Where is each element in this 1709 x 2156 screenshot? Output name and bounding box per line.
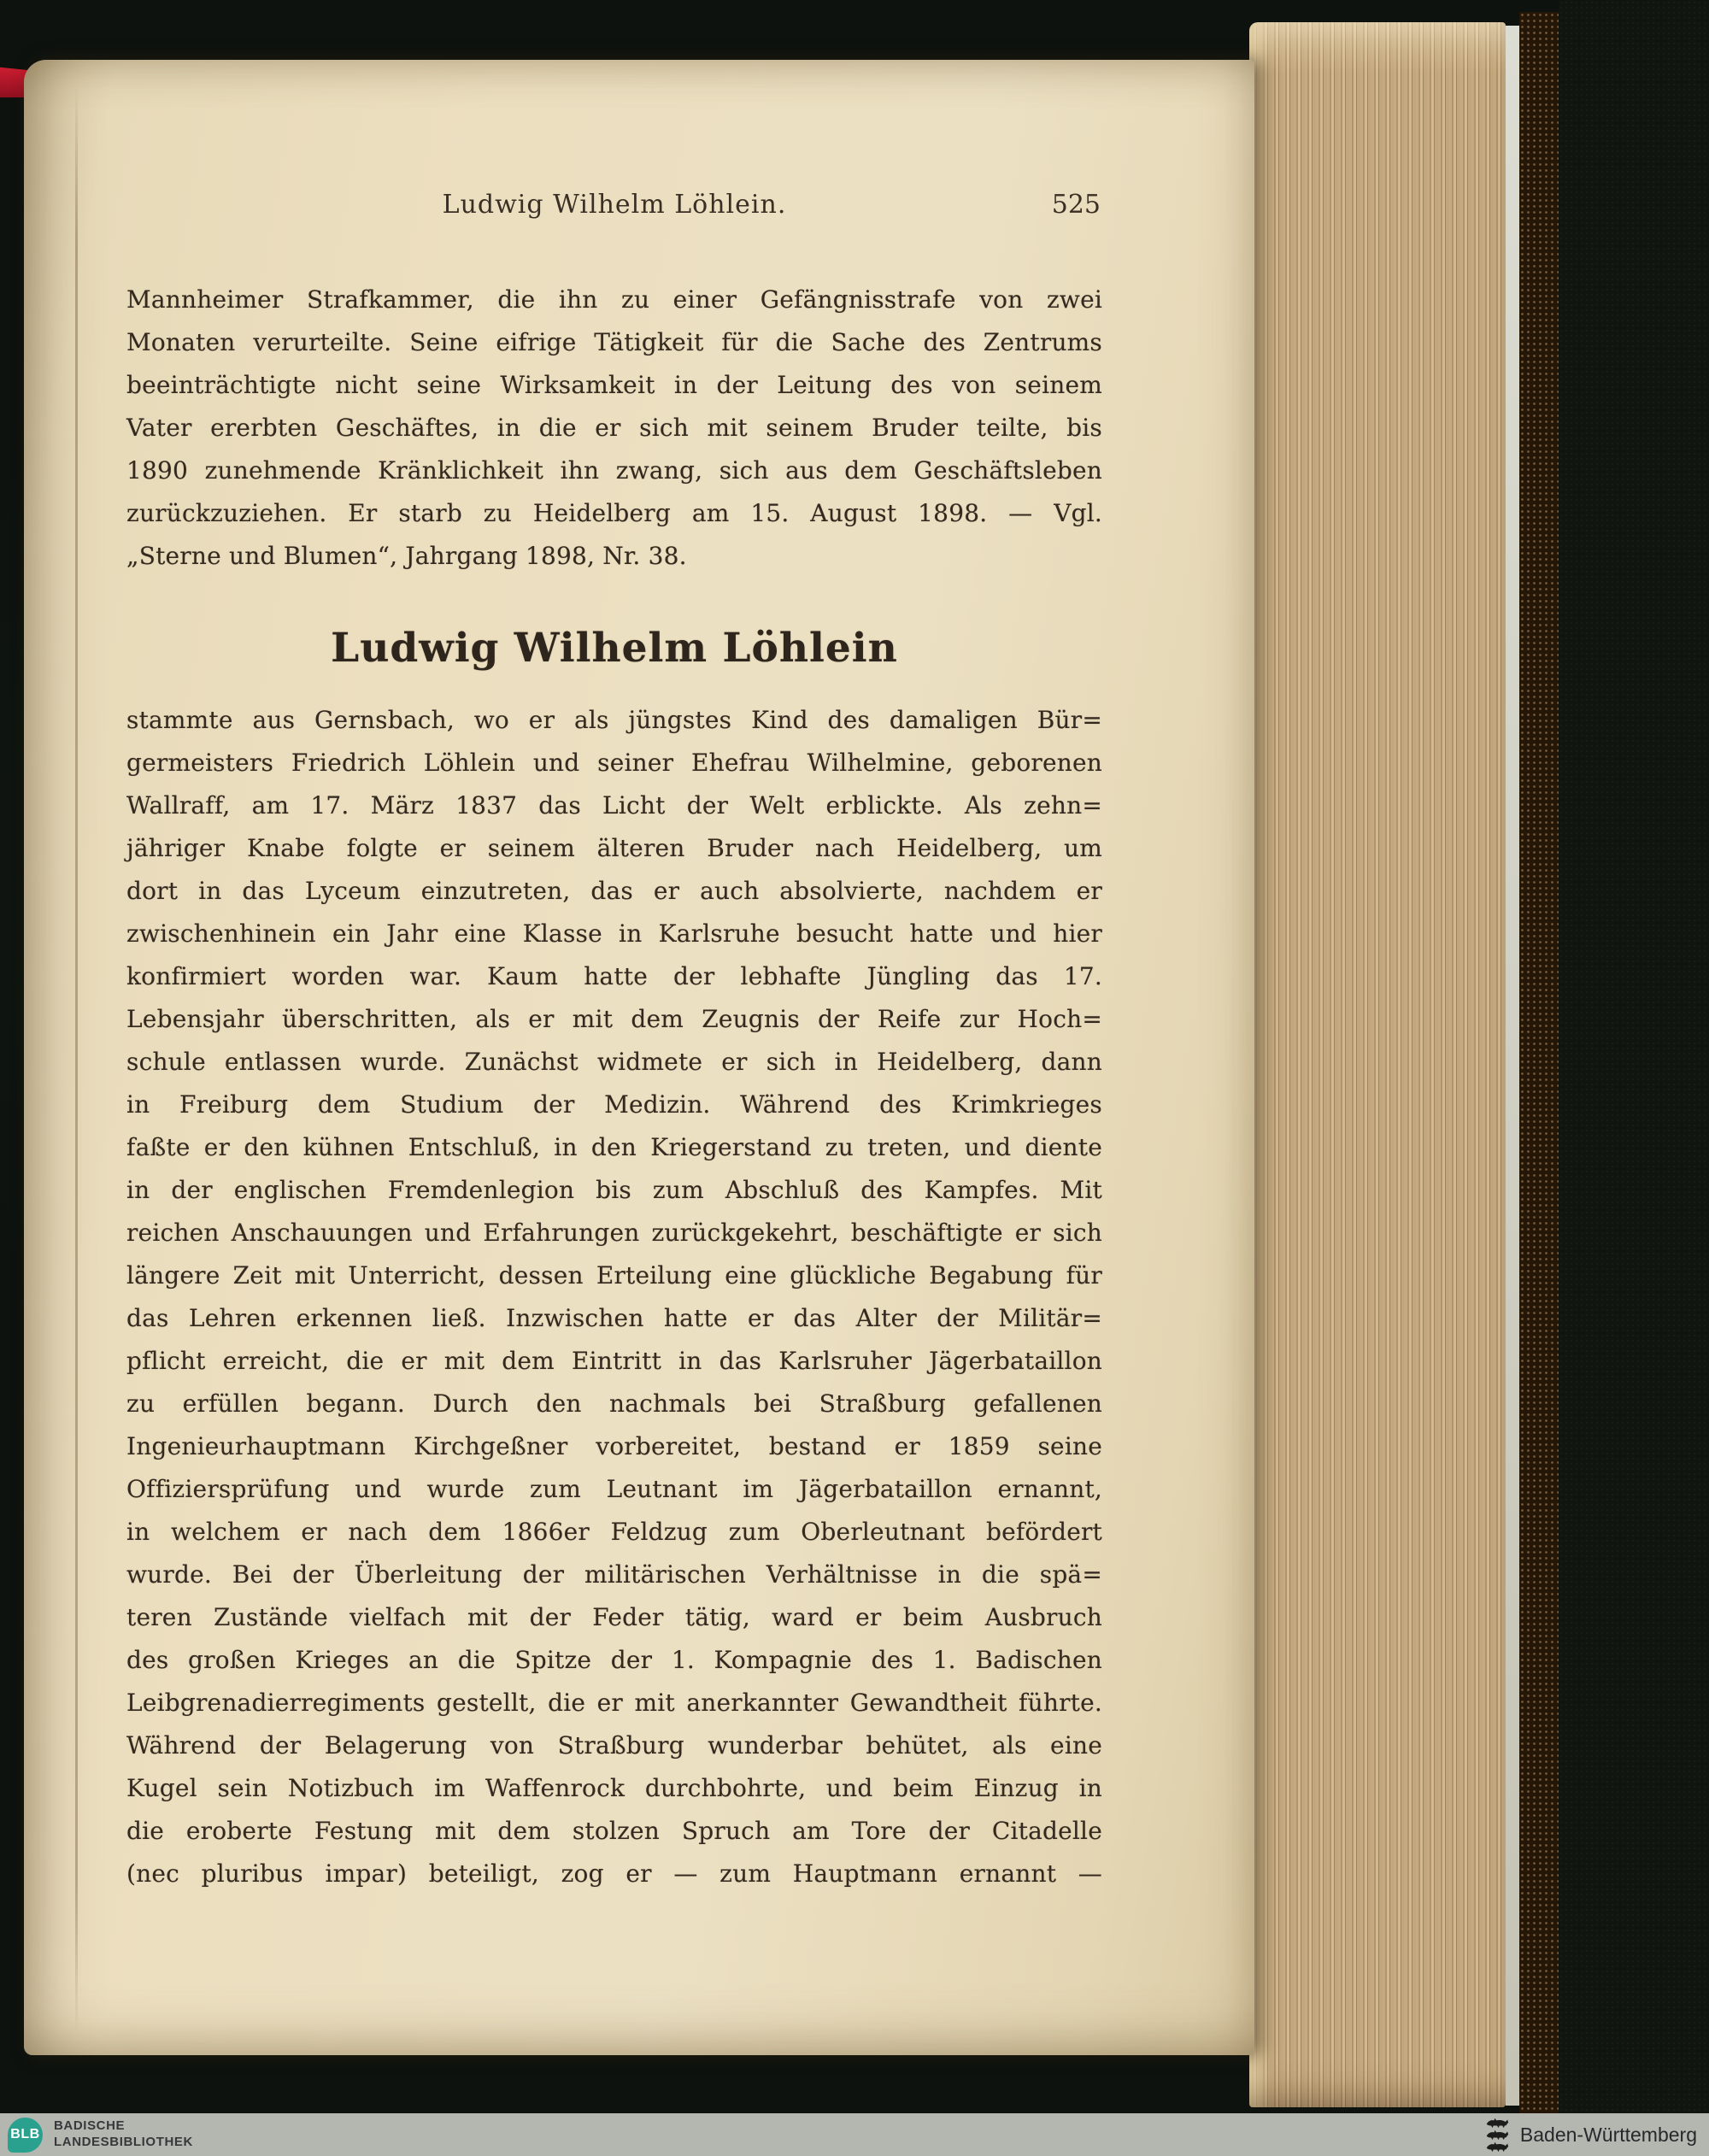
text-line: 1890 zunehmende Kränklichkeit ihn zwang, sich aus dem Geschäftsleben — [126, 456, 1102, 485]
text-line: beeinträchtigte nicht seine Wirksamkeit in der Leitung des von seinem — [126, 371, 1102, 399]
text-line: zurückzuziehen. Er starb zu Heidelberg am 15. August 1898. — Vgl. — [126, 499, 1102, 527]
text-line: faßte er den kühnen Entschluß, in den Kriegerstand zu treten, und diente — [126, 1133, 1102, 1161]
text-line: Lebensjahr überschritten, als er mit dem Zeugnis der Reife zur Hoch= — [126, 1005, 1102, 1033]
text-line: Vater ererbten Geschäftes, in die er sich mit seinem Bruder teilte, bis — [126, 414, 1102, 442]
text-line: konfirmiert worden war. Kaum hatte der lebhafte Jüngling das 17. — [126, 962, 1102, 990]
text-line: stammte aus Gernsbach, wo er als jüngstes Kind des damaligen Bür= — [126, 706, 1102, 734]
text-line: Während der Belagerung von Straßburg wunderbar behütet, als eine — [126, 1731, 1102, 1759]
text-line: längere Zeit mit Unterricht, dessen Erteilung eine glückliche Begabung für — [126, 1261, 1102, 1289]
text-line: germeisters Friedrich Löhlein und seiner Ehefrau Wilhelmine, geborenen — [126, 749, 1102, 777]
text-line: Wallraff, am 17. März 1837 das Licht der Welt erblickte. Als zehn= — [126, 791, 1102, 820]
page-header-row — [126, 186, 1102, 224]
book-cover — [1559, 0, 1709, 2156]
library-branding — [0, 2118, 193, 2153]
library-name-line1: BADISCHE — [54, 2118, 126, 2134]
text-line: in Freiburg dem Studium der Medizin. Während des Krimkrieges — [126, 1090, 1102, 1119]
library-name — [54, 2118, 193, 2151]
blb-logo: BLB — [8, 2118, 43, 2153]
baden-wuerttemberg-coat-of-arms-icon — [1484, 2117, 1510, 2153]
text-line: zwischenhinein ein Jahr eine Klasse in Karlsruhe besucht hatte und hier — [126, 919, 1102, 948]
text-line: Kugel sein Notizbuch im Waffenrock durchbohrte, und beim Einzug in — [126, 1774, 1102, 1802]
book-cover-inner-cloth — [1519, 12, 1559, 2130]
text-line: Ingenieurhauptmann Kirchgeßner vorbereitet, bestand er 1859 seine — [126, 1432, 1102, 1460]
state-branding — [1484, 2117, 1709, 2153]
text-line: Leibgrenadierregiments gestellt, die er mit anerkannter Gewandtheit führte. — [126, 1689, 1102, 1717]
text-line: dort in das Lyceum einzutreten, das er auch absolvierte, nachdem er — [126, 877, 1102, 905]
scanned-book-page — [24, 60, 1254, 2055]
page-number: 525 — [1051, 190, 1101, 220]
text-line: Offiziersprüfung und wurde zum Leutnant im Jägerbataillon ernannt, — [126, 1475, 1102, 1503]
endpaper-edge — [1506, 26, 1519, 2106]
text-line: Monaten verurteilte. Seine eifrige Tätigkeit für die Sache des Zentrums — [126, 328, 1102, 356]
text-line: schule entlassen wurde. Zunächst widmete er sich in Heidelberg, dann — [126, 1048, 1102, 1076]
text-line: in welchem er nach dem 1866er Feldzug zum Oberleutnant befördert — [126, 1518, 1102, 1546]
text-line: Mannheimer Strafkammer, die ihn zu einer Gefängnisstrafe von zwei — [126, 285, 1102, 314]
chapter-heading: Ludwig Wilhelm Löhlein — [331, 625, 898, 672]
footer-bar — [0, 2113, 1709, 2156]
text-line: teren Zustände vielfach mit der Feder tätig, ward er beim Ausbruch — [126, 1603, 1102, 1631]
intro-paragraph — [126, 279, 1102, 578]
state-name: Baden-Württemberg — [1519, 2123, 1697, 2146]
book-fore-edge-pages — [1249, 22, 1506, 2107]
text-line: jähriger Knabe folgte er seinem älteren Bruder nach Heidelberg, um — [126, 834, 1102, 862]
text-line: wurde. Bei der Überleitung der militärischen Verhältnisse in die spä= — [126, 1560, 1102, 1589]
text-line: das Lehren erkennen ließ. Inzwischen hatte er das Alter der Militär= — [126, 1304, 1102, 1332]
biography-paragraph — [126, 699, 1102, 1895]
text-line: in der englischen Fremdenlegion bis zum Abschluß des Kampfes. Mit — [126, 1176, 1102, 1204]
library-name-line2: LANDESBIBLIOTHEK — [54, 2135, 193, 2149]
text-line: „Sterne und Blumen“, Jahrgang 1898, Nr. 38. — [126, 542, 687, 570]
page-content — [126, 186, 1102, 1895]
text-line: (nec pluribus impar) beteiligt, zog er — zum Hauptmann ernannt — — [126, 1859, 1102, 1888]
text-line: reichen Anschauungen und Erfahrungen zurückgekehrt, beschäftigte er sich — [126, 1219, 1102, 1247]
text-line: zu erfüllen begann. Durch den nachmals bei Straßburg gefallenen — [126, 1389, 1102, 1418]
running-header: Ludwig Wilhelm Löhlein. — [442, 190, 787, 220]
text-line: des großen Krieges an die Spitze der 1. Kompagnie des 1. Badischen — [126, 1646, 1102, 1674]
text-line: die eroberte Festung mit dem stolzen Spruch am Tore der Citadelle — [126, 1817, 1102, 1845]
text-line: pflicht erreicht, die er mit dem Eintritt in das Karlsruher Jägerbataillon — [126, 1347, 1102, 1375]
